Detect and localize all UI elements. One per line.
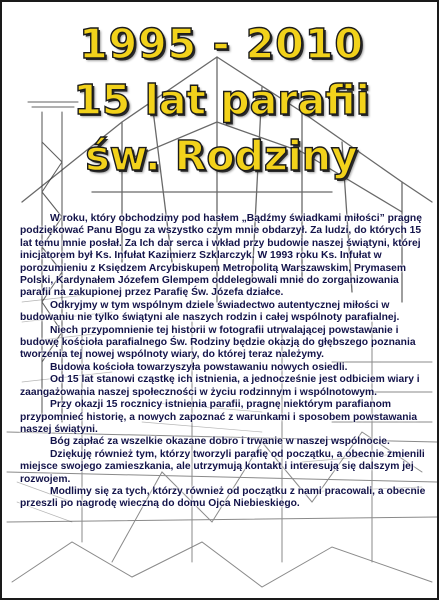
poster-title [2,20,439,180]
paragraph: Odkryjmy w tym wspólnym dziele świadectwo autentycznej miłości w budowaniu nie tylko świątyni ale naszych rodzin i całej wspólnoty parafialnej. [20,299,400,324]
title-parish-name: św. Rodziny [85,132,358,180]
paragraph: Budowa kościoła towarzyszyła powstawaniu nowych osiedli. [50,361,348,373]
paragraph: W roku, który obchodzimy pod hasłem „Bądźmy świadkami miłości” pragnę podziękować Panu Bogu za wszystko czym mnie obdarzył. Za ludzi, do których 15 lat temu mnie posłał. Za Ich dar serca i wkład przy budowie naszej świątyni, której inicjatorem był Ks. Infułat Kazimierz Szklarczyk. W 1993 roku Ks. Infułat w porozumieniu z Księdzem Arcybiskupem Metropolitą Warszawskim, Prymasem Polski, Kardynałem Józefem Glempem oddelegowali mnie do zorganizowania parafii na zakupionej przez Parafię Św. Józefa działce. [20,213,422,299]
paragraph: Niech przypomnienie tej historii w fotografii utrwalającej powstawanie i budowę kościoła parafialnego Św. Rodziny będzie okazją do głębszego poznania tworzenia tej nowej wspólnoty wiary, do której teraz należymy. [20,324,416,361]
title-anniversary: 15 lat parafii [73,76,370,124]
paragraph: Modlimy się za tych, którzy również od początku z nami pracowali, a obecnie przeszli po nagrodę wieczną do domu Ojca Niebieskiego. [20,485,426,510]
letter-body [20,213,428,511]
paragraph: Przy okazji 15 rocznicy istnienia parafii, pragnę niektórym parafianom przypomnieć historię, a nowych zapoznać z warunkami i sposobem powstawania naszej świątyni. [20,399,418,435]
paragraph: Od 15 lat stanowi cząstkę ich istnienia, a jednocześnie jest odbiciem wiary i zaangażowania naszej społeczności w życiu rodzinnym i wspólnotowym. [20,374,420,398]
title-years: 1995 - 2010 [79,20,364,68]
paragraph: Dziękuję również tym, którzy tworzyli parafię od początku, a obecnie zmienili miejsce swojego zamieszkania, ale utrzymują kontakt i interesują się dalszym jej rozwojem. [20,448,425,485]
paragraph: Bóg zapłać za wszelkie okazane dobro i trwanie w naszej wspólnocie. [50,436,390,448]
